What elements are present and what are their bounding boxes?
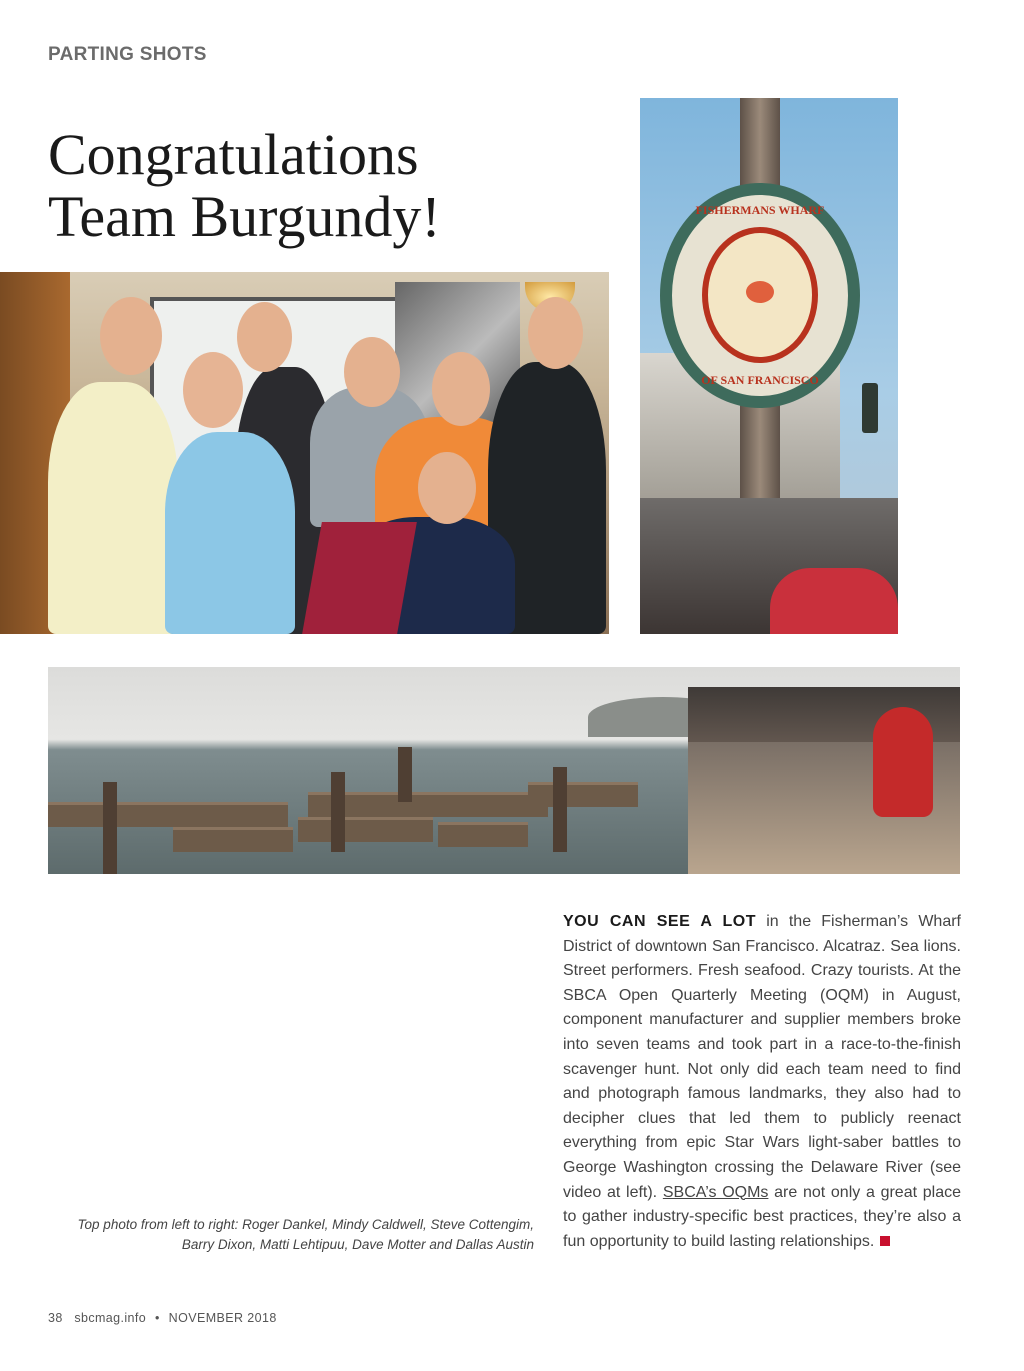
dock-platform bbox=[173, 827, 293, 852]
person-2 bbox=[165, 432, 295, 634]
section-label: PARTING SHOTS bbox=[48, 44, 207, 65]
fishermans-wharf-photo bbox=[640, 98, 898, 634]
person-3-head bbox=[237, 302, 292, 372]
footer-site: sbcmag.info bbox=[74, 1311, 147, 1325]
page-footer bbox=[48, 1311, 277, 1325]
person-1 bbox=[48, 382, 178, 634]
title-line-2: Team Burgundy! bbox=[48, 184, 441, 249]
photo-caption bbox=[48, 1215, 534, 1255]
person-2-head bbox=[183, 352, 243, 428]
title-line-1: Congratulations bbox=[48, 122, 419, 187]
crab-icon bbox=[746, 281, 774, 303]
end-mark-icon bbox=[880, 1236, 890, 1246]
wood-piling bbox=[398, 747, 412, 802]
person-7-head bbox=[528, 297, 583, 369]
person-4-head bbox=[344, 337, 400, 407]
sbca-oqms-link[interactable]: SBCA’s OQMs bbox=[662, 1183, 769, 1201]
footer-separator: • bbox=[155, 1311, 160, 1325]
sign-top-text: FISHERMANS WHARF bbox=[695, 203, 825, 217]
sign-center bbox=[702, 227, 818, 363]
traffic-light bbox=[862, 383, 878, 433]
sea-lions-pier-photo bbox=[48, 667, 960, 874]
tourist-red-shirt bbox=[770, 568, 898, 634]
article-text-2: are not only a great place to gather industry-specific best practices, they’re also a fun opportunity to build lasting relationships. bbox=[563, 1183, 962, 1250]
burgundy-bandana bbox=[302, 522, 417, 634]
dock-platform bbox=[528, 782, 638, 807]
wood-piling bbox=[553, 767, 567, 852]
dock-platform bbox=[298, 817, 433, 842]
person-6-head bbox=[418, 452, 476, 524]
wood-piling bbox=[331, 772, 345, 852]
footer-issue: NOVEMBER 2018 bbox=[168, 1311, 277, 1325]
person-5-head bbox=[432, 352, 490, 426]
runner-red-shirt bbox=[873, 707, 933, 817]
sign-bottom-text: OF SAN FRANCISCO bbox=[701, 373, 819, 387]
page-title bbox=[48, 124, 628, 248]
page-number: 38 bbox=[48, 1311, 63, 1325]
wood-piling bbox=[103, 782, 117, 874]
ships-wheel-sign bbox=[660, 183, 860, 408]
caption-line-1: Top photo from left to right: Roger Dankel, Mindy Caldwell, Steve Cottengim, bbox=[77, 1217, 534, 1232]
article-body bbox=[563, 910, 961, 1254]
dock-platform bbox=[48, 802, 288, 827]
caption-line-2: Barry Dixon, Matti Lehtipuu, Dave Motter and Dallas Austin bbox=[181, 1237, 534, 1252]
person-1-head bbox=[100, 297, 162, 375]
dock-platform bbox=[438, 822, 528, 847]
team-group-photo bbox=[0, 272, 609, 634]
article-text-1: in the Fisherman’s Wharf District of downtown San Francisco. Alcatraz. Sea lions. Street performers. Fresh seafood. Crazy tourists. At the SBCA Open Quarterly Meeting (OQM) in August, component manufacturer and supplier members broke into seven teams and took part in a race-to-the-finish scavenger hunt. Not only did each team need to find and photograph famous landmarks, they also had to decipher clues that led them to publicly reenact everything from epic Star Wars light-saber battles to George Washington crossing the Delaware River (see video at left). bbox=[563, 913, 961, 1201]
article-lead: YOU CAN SEE A LOT bbox=[563, 913, 756, 930]
